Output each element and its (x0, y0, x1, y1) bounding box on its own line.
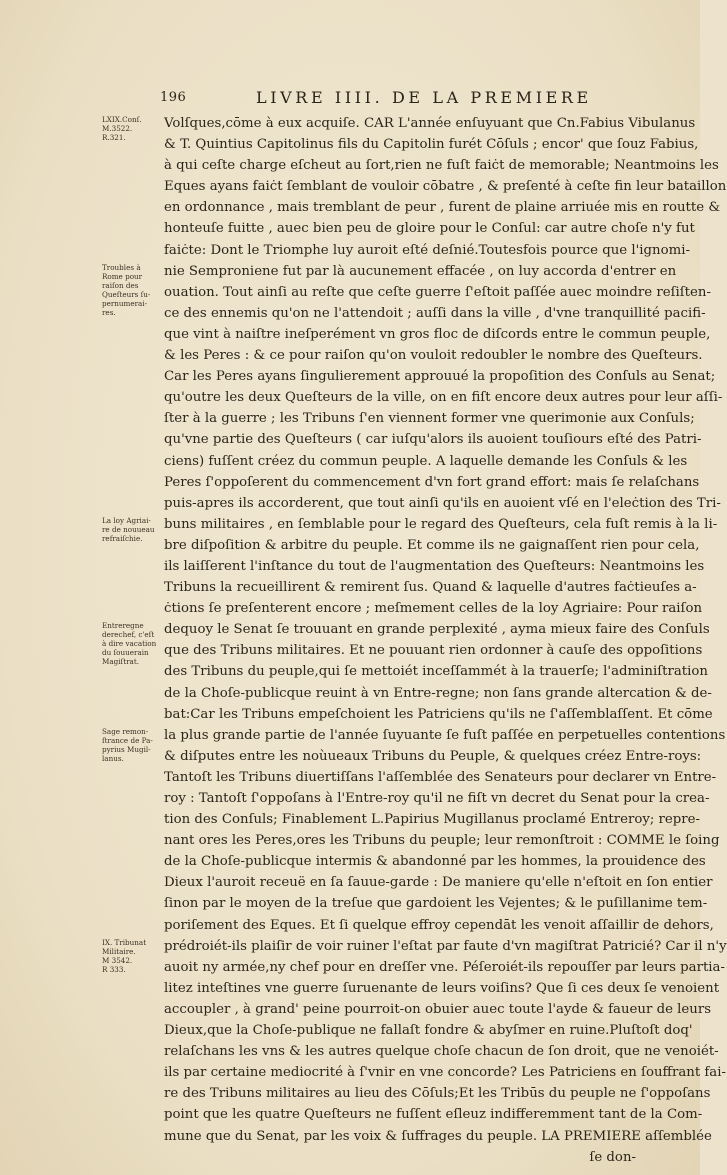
text-line: ce des ennemis qu'on ne l'attendoit ; auſſi dans la ville , d'vne tranquillité pacifi- (164, 305, 706, 321)
text-line: buns militaires , en ſemblable pour le regard des Queſteurs, cela fuſt remis à la li- (164, 516, 718, 532)
margin-note-line: Magiſtrat. (102, 657, 139, 667)
text-line: Eques ayans faiċt ſemblant de vouloir cōbatre , & preſenté à ceſte fin leur bataillon (164, 179, 727, 195)
page-number: 196 (160, 90, 187, 105)
margin-note (102, 621, 162, 666)
margin-note-line: à dire vacation (102, 639, 157, 649)
margin-note (102, 727, 162, 763)
text-line: ouation. Tout ainſi au reſte que ceſte guerre ſ'eſtoit paſſée auec moindre reſiſten- (164, 284, 711, 300)
text-line: Peres ſ'oppoſerent du commencement d'vn fort grand effort: mais ſe relaſchans (164, 474, 700, 490)
text-line: Car les Peres ayans ſingulierement approuué la propoſition des Conſuls au Senat; (164, 369, 716, 385)
text-line: dequoy le Senat ſe trouuant en grande perplexité , ayma mieux faire des Conſuls (164, 622, 710, 638)
margin-note-line: Troubles à (102, 262, 141, 272)
text-line: ċtions ſe preſenterent encore ; meſmement celles de la loy Agriaire: Pour raiſon (164, 601, 703, 617)
margin-note-line: LXIX.Conſ. (102, 115, 142, 124)
text-line: ſter à la guerre ; les Tribuns ſ'en viennent former vne querimonie aux Conſuls; (164, 411, 695, 427)
text-line: bat:Car les Tribuns empeſchoient les Patriciens qu'ils ne ſ'aſſemblaſſent. Et cōme (164, 706, 713, 722)
text-line: bre diſpoſition & arbitre du peuple. Et comme ils ne gaignaſſent rien pour cela, (164, 537, 700, 553)
body-text (164, 113, 727, 1168)
margin-note-line: La loy Agriai- (102, 515, 151, 525)
margin-note-line: refraiſchie. (102, 533, 143, 543)
text-line: prédroiét-ils plaiſir de voir ruiner l'eſtat par faute d'vn magiſtrat Patricié? Car il n'y (164, 938, 727, 954)
text-line: point que les quatre Queſteurs ne fuſſent eſleuz indifferemment tant de la Com- (164, 1107, 703, 1123)
margin-note-line: du ſouuerain (102, 648, 149, 658)
text-line: mune que du Senat, par les voix & ſuffrages du peuple. LA PREMIERE aſſemblée (164, 1128, 712, 1144)
text-line: roy : Tantoſt ſ'oppoſans à l'Entre-roy qu'il ne fiſt vn decret du Senat pour la crea- (164, 791, 710, 806)
text-line: qu'outre les deux Queſteurs de la ville, on en fiſt encore deux autres pour leur aſſi- (164, 390, 723, 406)
margin-note-line: Sage remon- (102, 726, 149, 736)
text-line: de la Choſe-publicque reuint à vn Entre-regne; non ſans grande altercation & de- (164, 685, 712, 701)
running-title: LIVRE IIII. DE LA PREMIERE (256, 88, 592, 107)
text-line: relaſchans les vns & les autres quelque choſe chacun de ſon droit, que ne venoiét- (164, 1044, 719, 1060)
text-line: & les Peres : & ce pour raiſon qu'on vouloit redoubler le nombre des Queſteurs. (164, 348, 703, 364)
text-line: Tantoſt les Tribuns diuertiſſans l'aſſemblée des Senateurs pour declarer vn Entre- (164, 769, 717, 785)
margin-note-line: Queſteurs ſu- (102, 289, 151, 299)
text-line: tion des Conſuls; Finablement L.Papirius Mugillanus proclamé Entreroy; repre- (164, 812, 701, 828)
text-line: poriſement des Eques. Et ſi quelque effroy cependāt les venoit aſſaillir de dehors, (164, 917, 714, 933)
text-line: nie Semproniene fut par là aucunement effacée , on luy accorda d'entrer en (164, 263, 677, 279)
text-line: en ordonnance , mais tremblant de peur , furent de plaine arriuée mis en routte & (164, 200, 721, 216)
text-line: auoit ny armée,ny chef pour en dreſſer vne. Péſeroiét-ils repouſſer par leurs partia- (164, 959, 725, 975)
text-line: ils laiſſerent l'inſtance du tout de l'augmentation des Queſteurs: Neantmoins les (164, 558, 705, 574)
text-line: ſinon par le moyen de la treſue que gardoient les Vejentes; & le puſillanime tem- (164, 896, 708, 912)
text-line: de la Choſe-publicque intermis & abandonné par les hommes, la prouidence des (164, 854, 706, 870)
text-line: & T. Quintius Capitolinus fils du Capitolin furét Cōſuls ; encor' que ſouz Fabius, (164, 137, 699, 153)
margin-note-line: Entreregne (102, 621, 144, 631)
margin-note-line: ſtrance de Pa- (102, 735, 153, 745)
text-line: Dieux l'auroit receuë en ſa ſauue-garde : De maniere qu'elle n'eſtoit en ſon entier (164, 875, 713, 891)
margin-note (102, 938, 162, 974)
margin-note-line: R.321. (102, 133, 126, 142)
text-line: des Tribuns du peuple,qui ſe mettoiét inceſſammét à la trauerſe; l'adminiſtration (164, 664, 708, 680)
text-line: accoupler , à grand' peine pourroit-on obuier auec toute l'ayde & faueur de leurs (164, 1001, 712, 1017)
text-line: faiċte: Dont le Triomphe luy auroit eſté deſnié.Toutesfois pource que l'ignomi- (164, 242, 690, 258)
text-line: & diſputes entre les noùueaux Tribuns du Peuple, & quelques créez Entre-roys: (164, 748, 702, 764)
text-line: ils par certaine mediocrité à ſ'vnir en vne concorde? Les Patriciens en ſouffrant fai- (164, 1065, 726, 1081)
margin-note-line: IX. Tribunat (102, 937, 147, 947)
margin-note-line: Militaire. (102, 946, 136, 956)
margin-note-line: res. (102, 307, 116, 317)
text-line: la plus grande partie de l'année ſuyuante ſe fuſt paſſée en perpetuelles contentions (164, 727, 726, 743)
text-line: Tribuns la recueillirent & remirent ſus. Quand & laquelle d'autres faċtieuſes a- (164, 580, 697, 596)
text-line: puis-apres ils accorderent, que tout ainſi qu'ils en auoient vſé en l'eleċtion des Tri- (164, 495, 721, 511)
margin-note-line: raiſon des (102, 280, 139, 290)
text-line: honteuſe fuitte , auec bien peu de gloire pour le Conſul: car autre choſe n'y fut (164, 221, 695, 237)
text-line: Dieux,que la Choſe-publique ne fallaſt fondre & abyſmer en ruine.Pluſtoſt doq' (164, 1023, 693, 1039)
margin-note-line: R 333. (102, 964, 126, 974)
text-line: qu'vne partie des Queſteurs ( car iuſqu'alors ils auoient touſiours eſté des Patri- (164, 432, 702, 448)
text-line: à qui ceſte charge eſcheut au ſort,rien ne fuſt faiċt de memorable; Neantmoins les (164, 158, 719, 174)
margin-note (102, 516, 162, 543)
margin-note-line: derechef, c'eſt (102, 630, 155, 640)
margin-note (102, 263, 162, 317)
margin-note (102, 115, 162, 142)
text-line: que des Tribuns militaires. Et ne pouuant rien ordonner à cauſe des oppoſitions (164, 643, 703, 659)
margin-note-line: pernumerai- (102, 298, 148, 308)
margin-note-line: re de nouueau (102, 524, 155, 534)
text-line: litez inteſtines vne guerre ſuruenante de leurs voiſins? Que ſi ces deux ſe venoient (164, 980, 720, 996)
margin-note-line: lanus. (102, 753, 124, 763)
text-line: nant ores les Peres,ores les Tribuns du peuple; leur remonſtroit : COMME le ſoing (164, 833, 720, 849)
margin-note-line: Rome pour (102, 271, 143, 281)
text-line: ſe don- (589, 1149, 636, 1165)
margin-note-line: M.3522. (102, 124, 133, 133)
margin-note-line: M 3542. (102, 955, 133, 965)
text-line: ciens) fuſſent créez du commun peuple. A laquelle demande les Conſuls & les (164, 453, 688, 469)
margin-note-line: pyrius Mugil- (102, 744, 151, 754)
page-header (160, 88, 640, 108)
text-line: Volſques,cōme à eux acquiſe. CAR L'année enſuyuant que Cn.Fabius Vibulanus (164, 116, 696, 131)
text-line: re des Tribuns militaires au lieu des Cōſuls;Et les Tribūs du peuple ne ſ'oppoſans (164, 1086, 711, 1102)
text-line: que vint à naiſtre ineſperément vn gros floc de diſcords entre le commun peuple, (164, 326, 711, 342)
